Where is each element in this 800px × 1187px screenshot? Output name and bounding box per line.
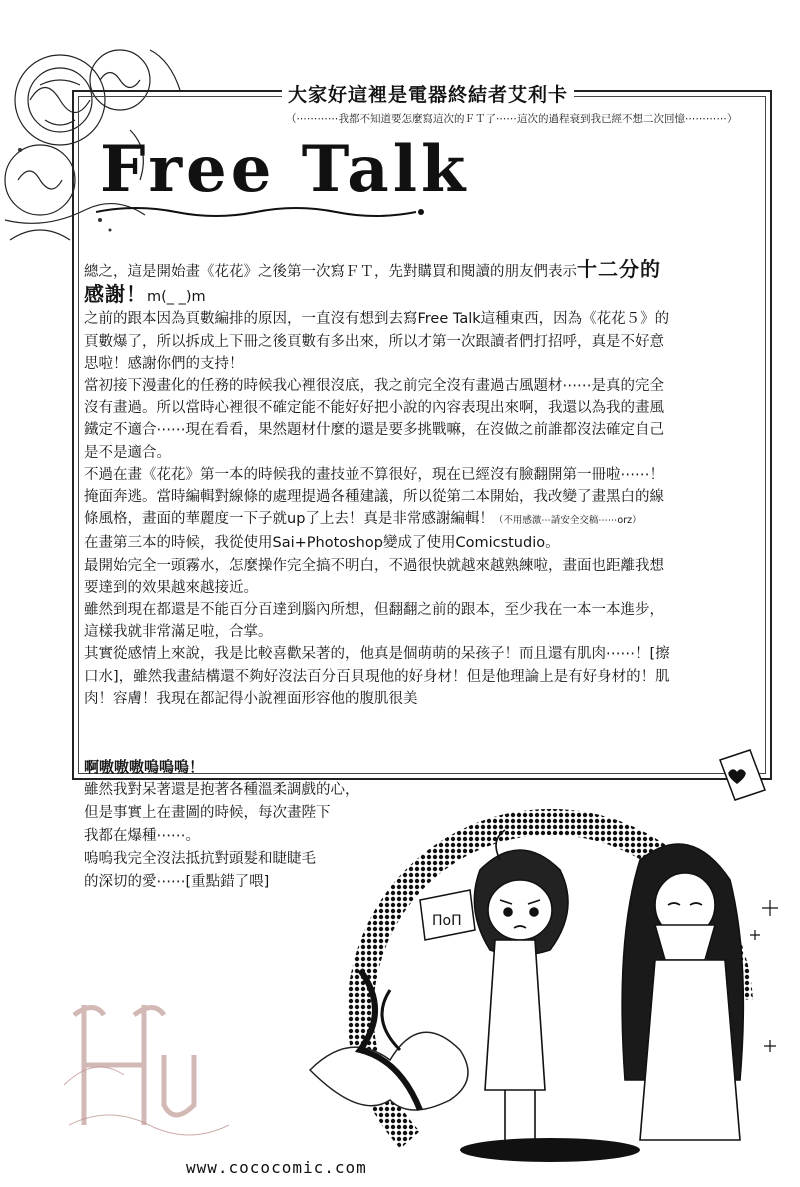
- paragraph-3: 當初接下漫畫化的任務的時候我心裡很沒底，我之前完全沒有畫過古風題材⋯⋯是真的完全沒有畫過。所以當時心裡很不確定能不能好好把小說的內容表現出來啊，我還以為我的畫風鐵定不適合⋯⋯現在看看，果然題材什麼的還是要多挑戰嘛，在沒做之前誰都沒法確定自己是不是適合。: [84, 378, 664, 461]
- title-flourish: [96, 205, 426, 219]
- paragraph-4-text: 不過在畫《花花》第一本的時候我的畫技並不算很好，現在已經沒有臉翻開第一冊啦⋯⋯！掩面奔逃。當時編輯對線條的處理提過各種建議，所以從第二本開始，我改變了畫黑白的線條風格，畫面的華麗度一下子就up了上去！真是非常感謝編輯！: [84, 466, 664, 528]
- paragraph-1-tail: m(_ _)m: [147, 289, 206, 306]
- paragraph-4-note: （不用感激⋯請安全交稿⋯⋯orz）: [493, 515, 642, 527]
- lower-line-4: 嗚嗚我完全沒法抵抗對頭髮和睫睫毛: [84, 851, 316, 867]
- page-title: Free Talk: [100, 132, 470, 207]
- chibi-characters-illustration: [300, 740, 800, 1180]
- paragraph-4: [84, 464, 676, 533]
- subline: （⋯⋯⋯⋯我都不知道要怎麼寫這次的ＦＴ了⋯⋯這次的過程衰到我已經不想二次回憶⋯⋯⋯⋯）: [282, 111, 742, 126]
- signature-watermark: [54, 985, 254, 1145]
- paragraph-1-text: 總之，這是開始畫《花花》之後第一次寫ＦＴ，先對購買和閱讀的朋友們表示: [84, 264, 577, 280]
- free-talk-body: [84, 258, 676, 710]
- paragraph-5: 在畫第三本的時候，我從使用Sai+Photoshop變成了使用Comicstudio。: [84, 535, 560, 552]
- lower-line-3: 我都在爆種⋯⋯。: [84, 828, 200, 844]
- paragraph-1: [84, 258, 676, 308]
- bubble-text: ΠoΠ: [432, 913, 462, 929]
- paragraph-7: 雖然到現在都還是不能百分百達到腦內所想，但翻翻之前的跟本，至少我在一本一本進步，這樣我就非常滿足啦，合掌。: [84, 602, 664, 641]
- paragraph-1-emphasis: 十二分的感謝！: [84, 257, 661, 307]
- paragraph-2: 之前的跟本因為頁數編排的原因，一直沒有想到去寫Free Talk這種東西，因為《花花５》的頁數爆了，所以拆成上下冊之後頁數有多出來，所以才第一次跟讀者們打招呼，真是不好意思啦！感謝你們的支持！: [84, 311, 670, 372]
- paragraph-6: 最開始完全一頭霧水，怎麼操作完全搞不明白，不過很快就越來越熟練啦，畫面也距離我想要達到的效果越來越接近。: [84, 557, 664, 596]
- lower-line-5: 的深切的愛⋯⋯[重點錯了喂]: [84, 874, 270, 890]
- exclaim-line: 啊嗷嗷嗷嗚嗚嗚！: [84, 758, 205, 776]
- site-url: www.cococomic.com: [186, 1158, 367, 1177]
- lower-line-1: 雖然我對呆著還是抱著各種溫柔調戲的心，: [84, 782, 360, 798]
- headline: 大家好這裡是電器終結者艾利卡: [282, 80, 574, 107]
- lower-line-2: 但是事實上在畫圖的時候，每次畫陛下: [84, 805, 331, 821]
- paragraph-8: 其實從感情上來說，我是比較喜歡呆著的，他真是個萌萌的呆孩子！而且還有肌肉⋯⋯！[擦口水]，雖然我畫結構還不夠好沒法百分百貝現他的好身材！但是他理論上是有好身材的！肌肉！容膚！我現在都記得小說裡面形容他的腹肌很美: [84, 646, 670, 707]
